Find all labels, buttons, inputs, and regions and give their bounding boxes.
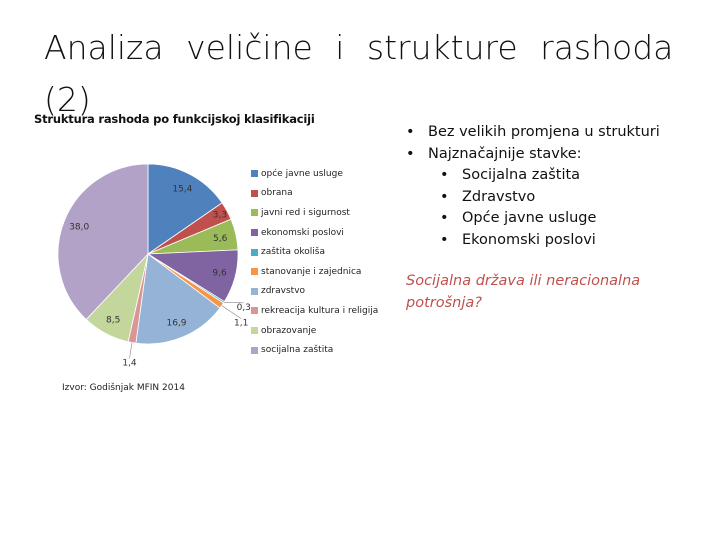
slice-value-label: 0,3: [236, 302, 251, 313]
label-leader-line: [129, 343, 132, 359]
legend-swatch: [251, 307, 258, 314]
bullet-dot-icon: •: [440, 210, 449, 226]
bullet-dot-icon: •: [440, 231, 449, 248]
legend-swatch: [251, 229, 258, 236]
legend-item: [251, 242, 378, 262]
slice-value-label: 3,3: [212, 210, 228, 221]
bullet-item: [406, 122, 660, 144]
bullet-dot-icon: •: [406, 145, 415, 162]
slice-value-label: 1,1: [234, 318, 249, 329]
legend-swatch: [251, 190, 258, 197]
legend-label: obrana: [261, 188, 293, 199]
bullet-text: Opće javne usluge: [462, 210, 597, 226]
legend-label: obrazovanje: [261, 325, 317, 336]
bullet-text: Ekonomski poslovi: [462, 231, 596, 248]
legend-item: [251, 164, 378, 184]
legend-swatch: [251, 209, 258, 216]
bullet-text: Zdravstvo: [462, 188, 536, 205]
source-note: Izvor: Godišnjak MFIN 2014: [62, 383, 185, 393]
legend-label: stanovanje i zajednica: [261, 266, 362, 277]
legend-label: opće javne usluge: [261, 168, 343, 179]
legend-item: [251, 203, 378, 223]
slide-title: Analiza veličine i strukture rashoda (2): [44, 28, 674, 119]
legend-swatch: [251, 170, 258, 177]
bullet-item: [406, 187, 660, 209]
legend-swatch: [251, 347, 258, 354]
slice-value-label: 8,5: [106, 315, 121, 326]
bullet-item: [406, 230, 660, 252]
bullet-text: Najznačajnije stavke:: [428, 145, 582, 162]
legend-swatch: [251, 268, 258, 275]
legend-label: zaštita okoliša: [261, 247, 325, 258]
slice-value-label: 38,0: [69, 222, 90, 233]
slice-value-label: 9,6: [212, 268, 227, 279]
legend-item: [251, 340, 378, 360]
bullet-text: Socijalna zaštita: [462, 167, 581, 183]
bullet-list: [406, 122, 660, 251]
legend-swatch: [251, 249, 258, 256]
bullet-item: [406, 144, 660, 166]
legend-label: zdravstvo: [261, 286, 306, 297]
legend-swatch: [251, 288, 258, 295]
legend-item: [251, 184, 378, 204]
slice-value-label: 15,4: [172, 184, 193, 195]
bullet-dot-icon: •: [440, 188, 449, 205]
legend-item: [251, 321, 378, 341]
legend-item: [251, 223, 378, 243]
slice-value-label: 1,4: [122, 358, 137, 369]
chart-heading: Struktura rashoda po funkcijskoj klasifikaciji: [34, 112, 315, 126]
chart-legend: [251, 164, 378, 360]
slice-value-label: 5,6: [213, 233, 228, 244]
legend-label: socijalna zaštita: [261, 345, 334, 356]
legend-label: ekonomski poslovi: [261, 227, 344, 238]
bullet-text: Bez velikih promjena u strukturi: [428, 124, 660, 140]
legend-item: [251, 282, 378, 302]
bullet-dot-icon: •: [440, 167, 449, 183]
legend-item: [251, 262, 378, 282]
legend-label: javni red i sigurnost: [261, 207, 350, 218]
legend-swatch: [251, 327, 258, 334]
legend-label: rekreacija kultura i religija: [261, 305, 379, 316]
bullet-dot-icon: •: [406, 124, 415, 140]
legend-item: [251, 301, 378, 321]
question-text: Socijalna država ili neracionalna potrošnja?: [406, 273, 641, 311]
bullet-item: [406, 165, 660, 187]
bullet-item: [406, 208, 660, 230]
slice-value-label: 16,9: [166, 318, 187, 329]
